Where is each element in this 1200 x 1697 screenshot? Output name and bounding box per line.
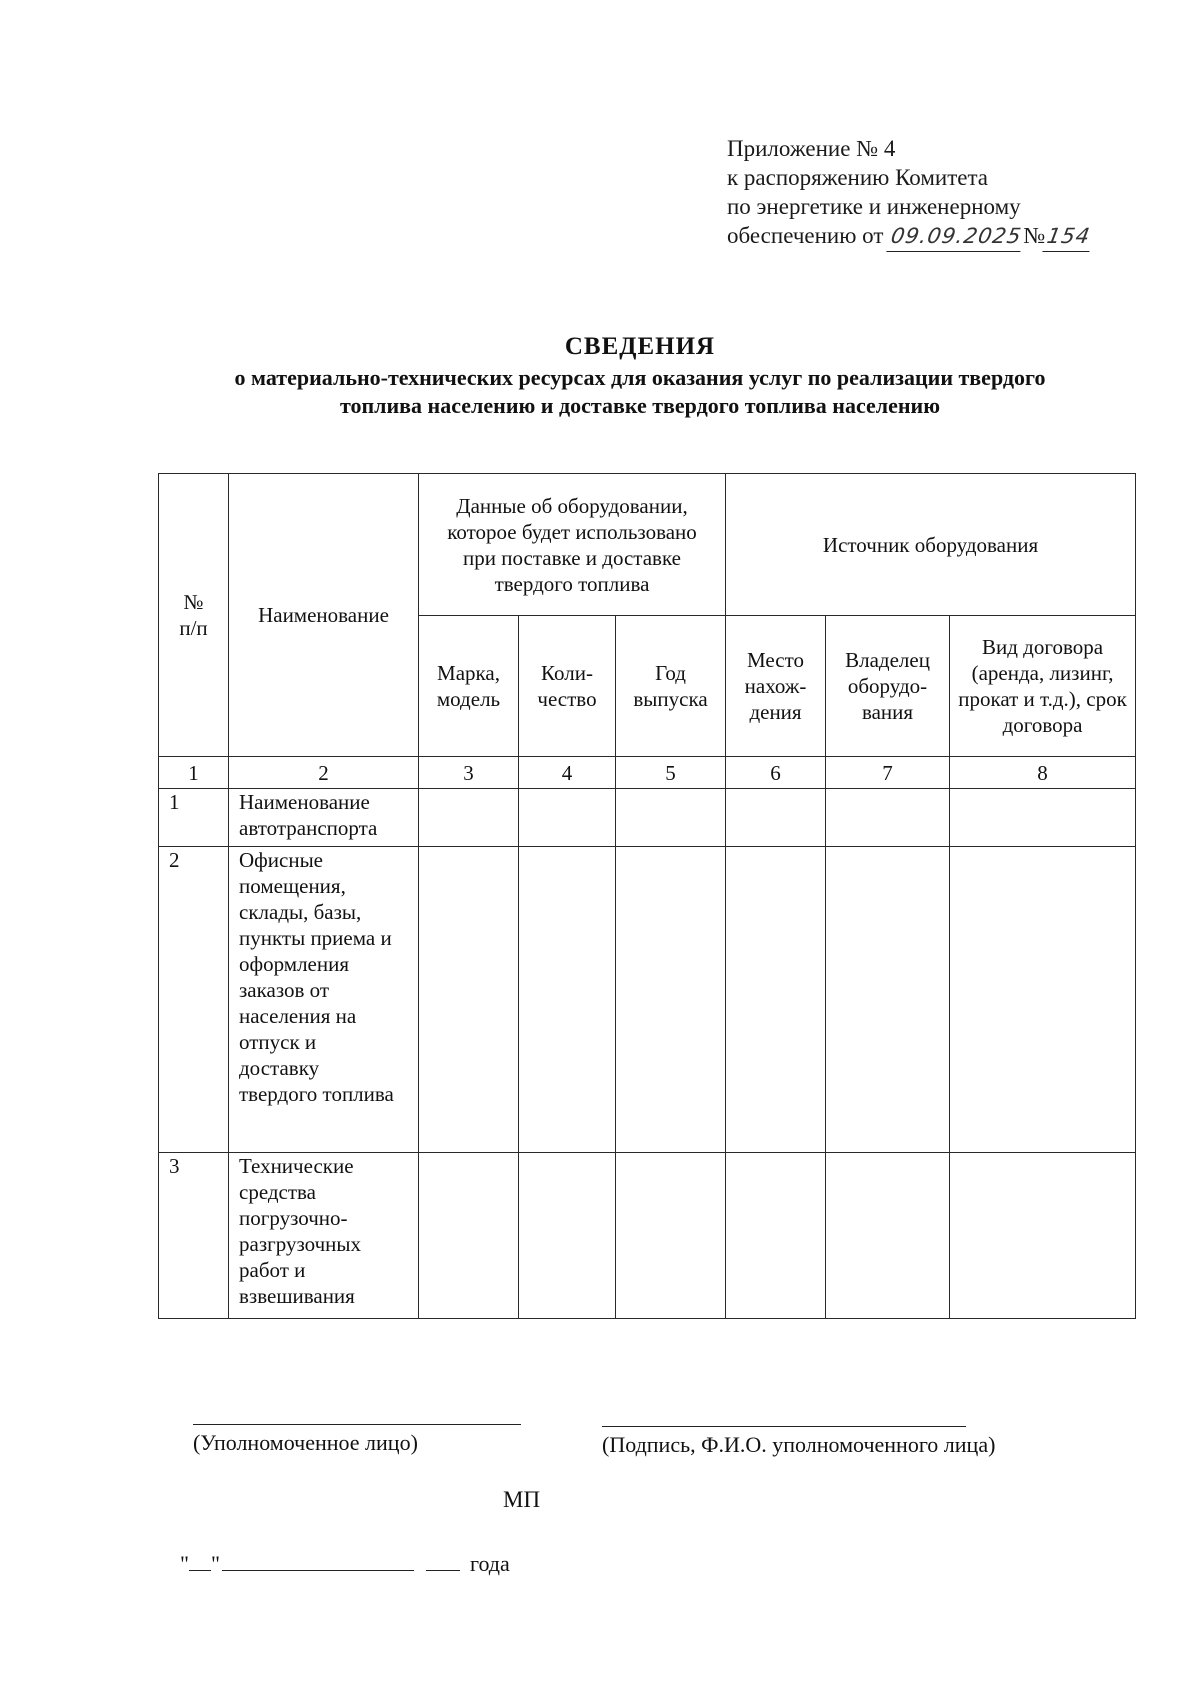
column-number: 2 xyxy=(229,757,419,789)
header-num: № п/п xyxy=(159,474,229,757)
date-suffix: года xyxy=(469,1551,510,1576)
month-blank xyxy=(222,1550,414,1571)
authorized-person-caption: (Уполномоченное лицо) xyxy=(193,1430,418,1455)
row-number: 1 xyxy=(159,789,229,847)
column-number: 7 xyxy=(826,757,950,789)
signature-line-right xyxy=(602,1426,966,1427)
column-number: 3 xyxy=(419,757,519,789)
day-blank xyxy=(189,1550,211,1571)
row-name: Офисные помещения, склады, базы, пункты приема и оформления заказов от населения на отпуск и доставку твердого топлива xyxy=(229,847,419,1153)
appendix-block xyxy=(727,134,1092,252)
empty-cell xyxy=(419,789,519,847)
header-name: Наименование xyxy=(229,474,419,757)
resources-table xyxy=(158,473,1136,1319)
empty-cell xyxy=(419,847,519,1153)
empty-cell xyxy=(726,1153,826,1319)
appendix-line-4 xyxy=(727,221,1092,252)
date-quote-close: " xyxy=(210,1551,220,1576)
date-quote-open: " xyxy=(180,1551,189,1576)
signature-line-left xyxy=(193,1424,521,1425)
header-brand: Марка, модель xyxy=(419,616,519,757)
signature-name-caption: (Подпись, Ф.И.О. уполномоченного лица) xyxy=(602,1432,996,1457)
number-label: № xyxy=(1023,223,1046,248)
empty-cell xyxy=(616,1153,726,1319)
empty-cell xyxy=(726,789,826,847)
appendix-date-prefix: обеспечению от xyxy=(727,223,884,248)
subtitle-line-1: о материально-технических ресурсах для оказания услуг по реализации твердого xyxy=(234,365,1046,390)
row-name: Наименование автотранспорта xyxy=(229,789,419,847)
header-location: Место нахож-дения xyxy=(726,616,826,757)
date-line xyxy=(180,1550,510,1577)
column-number: 6 xyxy=(726,757,826,789)
empty-cell xyxy=(419,1153,519,1319)
row-number: 3 xyxy=(159,1153,229,1319)
row-name: Технические средства погрузочно-разгрузочных работ и взвешивания xyxy=(229,1153,419,1319)
empty-cell xyxy=(616,847,726,1153)
empty-cell xyxy=(826,1153,950,1319)
column-number: 5 xyxy=(616,757,726,789)
handwritten-number: 154 xyxy=(1043,222,1095,252)
column-number: 1 xyxy=(159,757,229,789)
row-number: 2 xyxy=(159,847,229,1153)
document-subtitle xyxy=(150,364,1130,420)
header-year: Год выпуска xyxy=(616,616,726,757)
empty-cell xyxy=(826,847,950,1153)
appendix-line-1: Приложение № 4 xyxy=(727,136,896,161)
column-number: 4 xyxy=(519,757,616,789)
empty-cell xyxy=(519,789,616,847)
header-contract: Вид договора (аренда, лизинг, прокат и т.д.), срок договора xyxy=(950,616,1136,757)
table-row xyxy=(159,1153,1136,1319)
empty-cell xyxy=(950,847,1136,1153)
empty-cell xyxy=(950,1153,1136,1319)
handwritten-date: 09.09.2025 xyxy=(887,222,1027,252)
empty-cell xyxy=(826,789,950,847)
table-row xyxy=(159,847,1136,1153)
empty-cell xyxy=(519,1153,616,1319)
subtitle-line-2: топлива населению и доставке твердого топлива населению xyxy=(339,393,941,418)
empty-cell xyxy=(726,847,826,1153)
header-source-group: Источник оборудования xyxy=(726,474,1136,616)
header-owner: Владелец оборудо-вания xyxy=(826,616,950,757)
empty-cell xyxy=(950,789,1136,847)
document-title: СВЕДЕНИЯ xyxy=(564,333,716,360)
column-number: 8 xyxy=(950,757,1136,789)
header-quantity: Коли-чество xyxy=(519,616,616,757)
header-equipment-group: Данные об оборудовании, которое будет использовано при поставке и доставке твердого топлива xyxy=(419,474,726,616)
appendix-line-3: по энергетике и инженерному xyxy=(727,194,1021,219)
stamp-label: МП xyxy=(503,1487,541,1512)
appendix-line-2: к распоряжению Комитета xyxy=(727,165,988,190)
empty-cell xyxy=(519,847,616,1153)
table-row xyxy=(159,789,1136,847)
empty-cell xyxy=(616,789,726,847)
year-blank xyxy=(426,1550,460,1571)
